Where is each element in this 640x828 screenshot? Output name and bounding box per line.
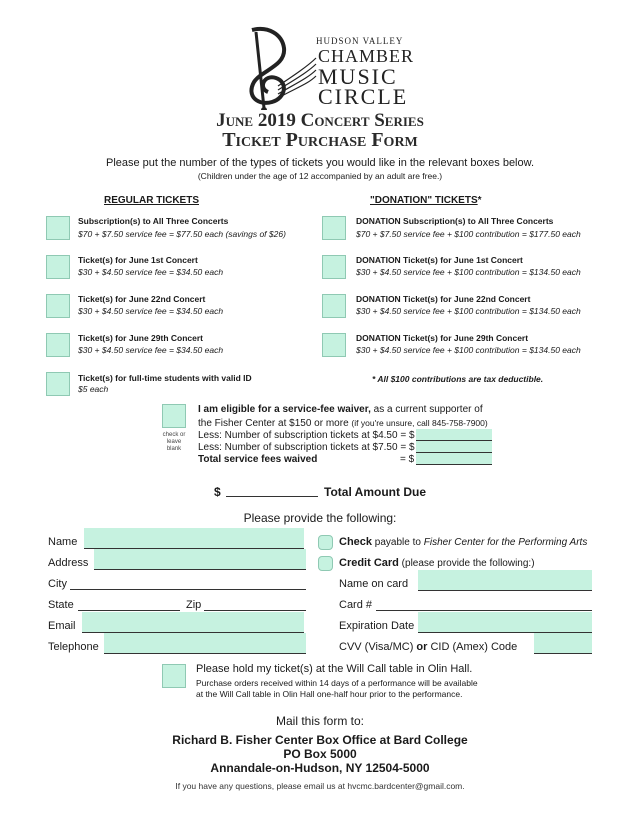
cvv-or: or bbox=[416, 641, 428, 653]
logo bbox=[238, 26, 415, 110]
telephone-label: Telephone bbox=[48, 641, 99, 653]
mail-intro: Mail this form to: bbox=[275, 714, 365, 728]
waiver-less1-amount[interactable] bbox=[416, 429, 492, 441]
regular-june1-qty[interactable] bbox=[46, 255, 70, 279]
form-title-line2: Ticket Purchase Form bbox=[222, 129, 418, 151]
cvv-field[interactable] bbox=[534, 633, 592, 654]
donation-june22-qty[interactable] bbox=[322, 294, 346, 318]
expiration-label: Expiration Date bbox=[339, 620, 415, 632]
state-label: State bbox=[48, 599, 74, 611]
intro-note: (Children under the age of 12 accompanied by an adult are free.) bbox=[197, 171, 443, 181]
provide-heading: Please provide the following: bbox=[243, 511, 397, 525]
check-payment-radio[interactable] bbox=[318, 535, 333, 550]
regular-june29-qty[interactable] bbox=[46, 333, 70, 357]
regular-sub-qty[interactable] bbox=[46, 216, 70, 240]
zip-label: Zip bbox=[186, 599, 202, 611]
regular-june22-price: $30 + $4.50 service fee = $34.50 each bbox=[78, 306, 224, 316]
card-label: Credit Card bbox=[339, 557, 399, 569]
check-rest: payable to bbox=[372, 537, 424, 548]
telephone-field[interactable] bbox=[104, 633, 306, 654]
mail-line1: Richard B. Fisher Center Box Office at Bard College bbox=[172, 733, 468, 747]
mail-line3: Annandale-on-Hudson, NY 12504-5000 bbox=[210, 761, 430, 775]
intro-text: Please put the number of the types of tickets you would like in the relevant boxes below. bbox=[105, 157, 535, 169]
zip-field[interactable] bbox=[204, 597, 306, 611]
org-name-4: CIRCLE bbox=[318, 84, 409, 109]
waiver-phone: (if you're unsure, call 845-758-7900) bbox=[351, 418, 488, 428]
donation-sub-label: DONATION Subscription(s) to All Three Concerts bbox=[356, 216, 554, 226]
state-field[interactable] bbox=[78, 597, 180, 611]
treble-clef-icon bbox=[238, 26, 318, 110]
form-title-line1: June 2019 Concert Series bbox=[216, 110, 424, 131]
email-label: Email bbox=[48, 620, 76, 632]
name-on-card-label: Name on card bbox=[339, 578, 409, 590]
will-call-note2: at the Will Call table in Olin Hall one-half hour prior to the performance. bbox=[196, 689, 463, 699]
expiration-field[interactable] bbox=[418, 612, 592, 633]
card-number-label: Card # bbox=[339, 599, 373, 611]
donation-heading-text: "DONATION" TICKETS bbox=[370, 195, 478, 206]
regular-student-label: Ticket(s) for full-time students with valid ID bbox=[78, 373, 252, 383]
org-name-3: MUSIC bbox=[318, 64, 398, 89]
credit-card-radio[interactable] bbox=[318, 556, 333, 571]
donation-june1-price: $30 + $4.50 service fee + $100 contribution = $134.50 each bbox=[356, 267, 581, 277]
check-payment-text bbox=[339, 536, 587, 548]
tax-deductible-note: * All $100 contributions are tax deductible. bbox=[372, 374, 544, 384]
regular-june22-qty[interactable] bbox=[46, 294, 70, 318]
check-payee: Fisher Center for the Performing Arts bbox=[423, 537, 588, 548]
total-label: Total Amount Due bbox=[324, 485, 426, 499]
donation-heading bbox=[370, 195, 482, 206]
waiver-less2-amount[interactable] bbox=[416, 441, 492, 453]
regular-heading: REGULAR TICKETS bbox=[104, 195, 199, 206]
email-field[interactable] bbox=[82, 612, 304, 633]
regular-june29-label: Ticket(s) for June 29th Concert bbox=[78, 333, 204, 343]
credit-card-text bbox=[339, 557, 535, 569]
regular-student-qty[interactable] bbox=[46, 372, 70, 396]
org-name-1: HUDSON VALLEY bbox=[316, 36, 404, 46]
total-amount-field[interactable] bbox=[226, 483, 318, 497]
waiver-total-label: Total service fees waived bbox=[198, 454, 318, 465]
mail-line2: PO Box 5000 bbox=[283, 747, 357, 761]
address-field[interactable] bbox=[94, 549, 306, 570]
regular-sub-label: Subscription(s) to All Three Concerts bbox=[78, 216, 229, 226]
waiver-less1: Less: Number of subscription tickets at $4.50 = $ bbox=[198, 430, 415, 441]
footer-contact: If you have any questions, please email us at hvcmc.bardcenter@gmail.com. bbox=[175, 781, 465, 791]
regular-sub-price: $70 + $7.50 service fee = $77.50 each (savings of $26) bbox=[78, 229, 286, 239]
card-number-field[interactable] bbox=[376, 597, 592, 611]
donation-june29-price: $30 + $4.50 service fee + $100 contribution = $134.50 each bbox=[356, 345, 581, 355]
waiver-total-amount[interactable] bbox=[416, 453, 492, 465]
name-on-card-field[interactable] bbox=[418, 570, 592, 591]
cvv-label bbox=[339, 641, 517, 654]
cvv-text2: CID (Amex) Code bbox=[427, 641, 518, 653]
waiver-less2: Less: Number of subscription tickets at $7.50 = $ bbox=[198, 442, 415, 453]
donation-june29-qty[interactable] bbox=[322, 333, 346, 357]
regular-june29-price: $30 + $4.50 service fee = $34.50 each bbox=[78, 345, 224, 355]
waiver-line1 bbox=[198, 404, 483, 416]
cvv-text1: CVV (Visa/MC) bbox=[339, 641, 417, 653]
donation-june1-label: DONATION Ticket(s) for June 1st Concert bbox=[356, 255, 523, 265]
waiver-line2-text: the Fisher Center at $150 or more bbox=[198, 418, 352, 429]
address-label: Address bbox=[48, 557, 89, 569]
donation-june22-price: $30 + $4.50 service fee + $100 contribution = $134.50 each bbox=[356, 306, 581, 316]
org-name-2: CHAMBER bbox=[318, 46, 415, 66]
will-call-note1: Purchase orders received within 14 days of a performance will be available bbox=[196, 678, 478, 688]
total-dollar: $ bbox=[214, 485, 221, 499]
donation-sub-price: $70 + $7.50 service fee + $100 contribution = $177.50 each bbox=[356, 229, 581, 239]
waiver-total-eq: = $ bbox=[400, 454, 415, 465]
waiver-check-hint: check or leave blank bbox=[162, 432, 186, 452]
waiver-bold: I am eligible for a service-fee waiver, bbox=[198, 404, 371, 415]
donation-june29-label: DONATION Ticket(s) for June 29th Concert bbox=[356, 333, 529, 343]
regular-june1-price: $30 + $4.50 service fee = $34.50 each bbox=[78, 267, 224, 277]
name-label: Name bbox=[48, 536, 78, 548]
will-call-checkbox[interactable] bbox=[162, 664, 186, 688]
waiver-rest: as a current supporter of bbox=[370, 404, 483, 415]
donation-sub-qty[interactable] bbox=[322, 216, 346, 240]
donation-star: * bbox=[477, 195, 482, 206]
donation-june22-label: DONATION Ticket(s) for June 22nd Concert bbox=[356, 294, 531, 304]
check-label: Check bbox=[339, 536, 373, 548]
name-field[interactable] bbox=[84, 528, 304, 549]
regular-june22-label: Ticket(s) for June 22nd Concert bbox=[78, 294, 206, 304]
regular-student-price: $5 each bbox=[78, 384, 109, 394]
will-call-text: Please hold my ticket(s) at the Will Call table in Olin Hall. bbox=[196, 663, 473, 675]
waiver-checkbox[interactable] bbox=[162, 404, 186, 428]
city-label: City bbox=[48, 578, 67, 590]
regular-june1-label: Ticket(s) for June 1st Concert bbox=[78, 255, 198, 265]
donation-june1-qty[interactable] bbox=[322, 255, 346, 279]
city-field[interactable] bbox=[70, 576, 306, 590]
card-rest: (please provide the following:) bbox=[398, 558, 535, 569]
